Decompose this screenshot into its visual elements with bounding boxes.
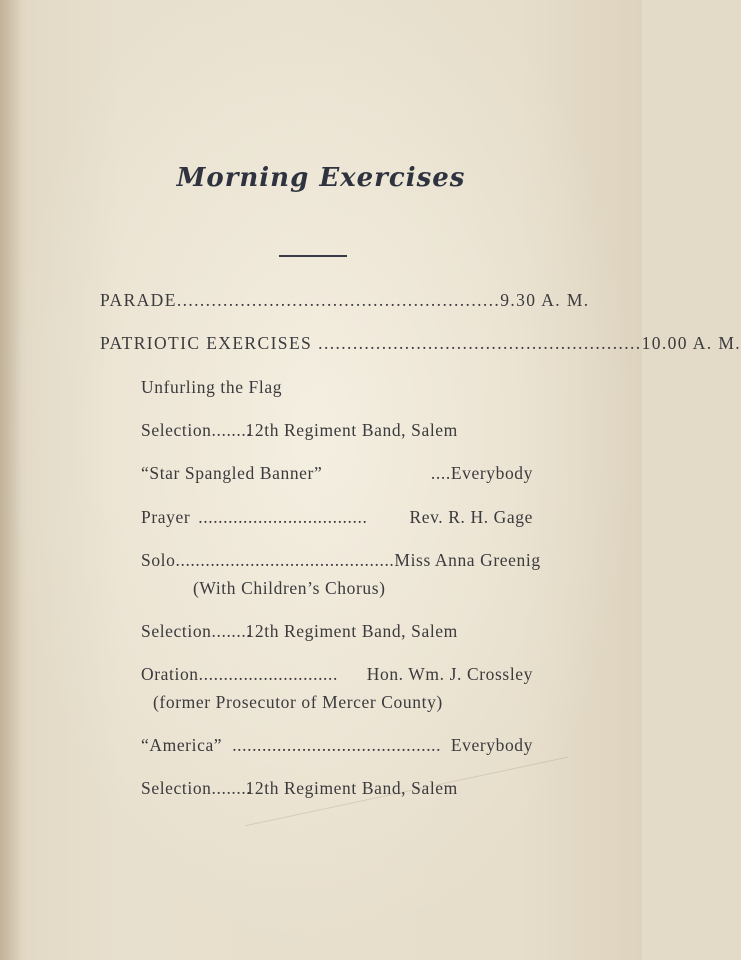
- item-label: Selection: [141, 778, 212, 798]
- program-item: [141, 507, 533, 528]
- program-item: [141, 664, 533, 685]
- item-performer: Everybody: [450, 735, 533, 755]
- item-performer: Everybody: [450, 463, 533, 483]
- leader-dots: ............................................: [175, 550, 395, 570]
- program-item: [141, 735, 533, 756]
- edge-stain: [0, 0, 22, 960]
- item-label: “America”: [141, 735, 223, 755]
- program-item: [141, 621, 533, 642]
- patriotic-label: PATRIOTIC EXERCISES: [100, 333, 313, 353]
- leader-dots: ..........................................: [232, 735, 442, 755]
- item-performer: 12th Regiment Band, Salem: [245, 621, 458, 641]
- solo-note: (With Children’s Chorus): [193, 578, 386, 598]
- item-performer: 12th Regiment Band, Salem: [245, 778, 458, 798]
- oration-note: (former Prosecutor of Mercer County): [153, 692, 443, 712]
- item-performer: Miss Anna Greenig: [394, 550, 541, 570]
- item-performer: Hon. Wm. J. Crossley: [366, 664, 533, 684]
- item-label: Prayer: [141, 507, 191, 527]
- leader-dots: ........: [211, 778, 252, 798]
- program-item: [141, 550, 541, 571]
- patriotic-row: [100, 333, 741, 354]
- leader-dots: ............................: [198, 664, 338, 684]
- program-item: [141, 778, 533, 799]
- program-item: [141, 377, 282, 398]
- leader-dots: ........................................................: [176, 290, 501, 310]
- leader-dots: ..................................: [198, 507, 368, 527]
- program-item: [141, 463, 533, 484]
- item-label: Selection: [141, 420, 212, 440]
- item-label: Oration: [141, 664, 199, 684]
- item-label: Selection: [141, 621, 212, 641]
- item-label: Unfurling the Flag: [141, 377, 283, 397]
- item-label: “Star Spangled Banner”: [141, 463, 323, 483]
- leader-dots: ....: [430, 463, 451, 483]
- title-rule: [279, 255, 347, 257]
- leader-dots: ........................................................: [318, 333, 642, 353]
- leader-dots: ........: [211, 621, 252, 641]
- parade-row: [100, 290, 590, 311]
- program-item: [141, 420, 533, 441]
- item-performer: Rev. R. H. Gage: [409, 507, 533, 527]
- page-title: Morning Exercises: [176, 163, 466, 193]
- item-label: Solo: [141, 550, 176, 570]
- patriotic-time: 10.00 A. M.: [641, 333, 741, 353]
- parade-label: PARADE: [100, 290, 177, 310]
- item-performer: 12th Regiment Band, Salem: [245, 420, 458, 440]
- parade-time: 9.30 A. M.: [500, 290, 590, 310]
- leader-dots: ........: [211, 420, 252, 440]
